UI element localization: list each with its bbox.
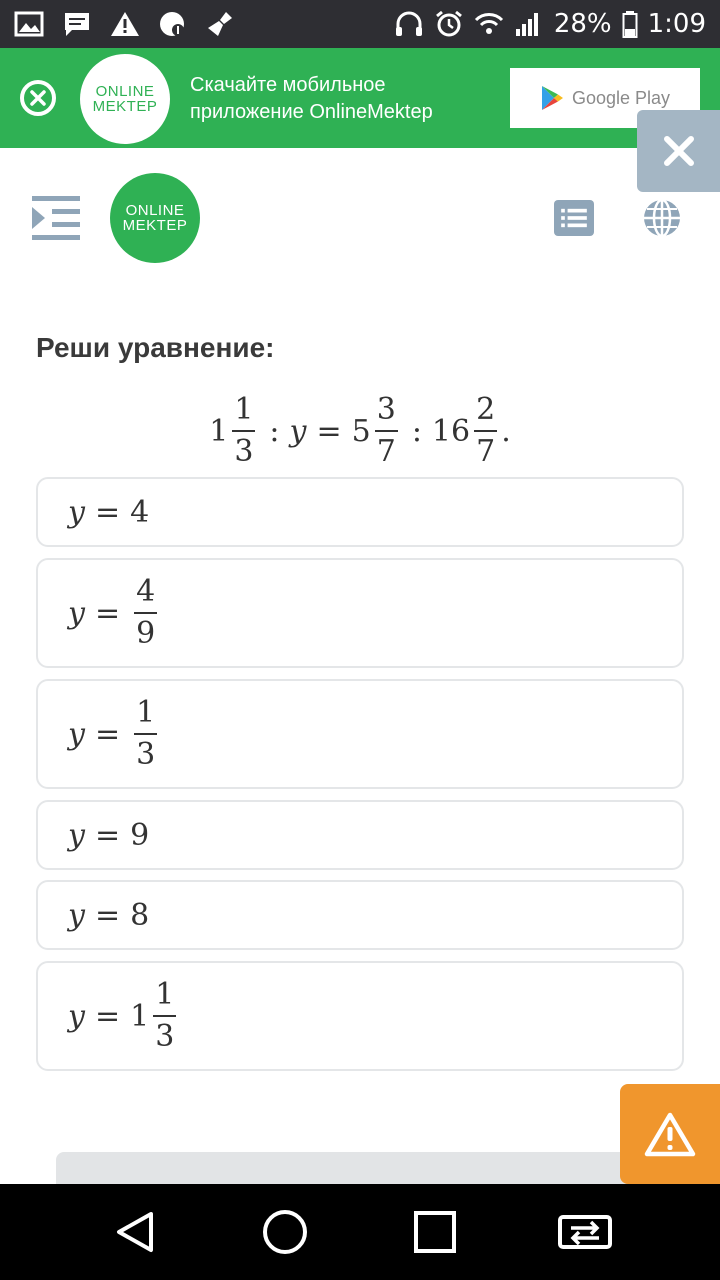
eq-c-whole: 16 xyxy=(431,413,471,449)
promo-text-line2: приложение OnlineMektep xyxy=(190,101,433,123)
back-triangle-icon xyxy=(113,1210,157,1254)
eq-period: . xyxy=(501,413,511,449)
option-denominator: 9 xyxy=(136,616,156,651)
promo-close-button[interactable] xyxy=(20,80,56,116)
warning-icon xyxy=(644,1111,696,1157)
eq-b-numerator: 3 xyxy=(375,395,398,432)
promo-text-line1: Скачайте мобильное xyxy=(190,74,386,96)
option-numerator: 4 xyxy=(134,577,157,614)
eq-variable: y xyxy=(289,413,307,449)
battery-icon xyxy=(622,11,638,37)
option-equals: = xyxy=(94,897,121,933)
menu-indent-icon xyxy=(30,194,82,242)
option-variable: y xyxy=(68,897,85,933)
logo-line2: MEKTEP xyxy=(122,217,188,234)
switch-arrows-icon xyxy=(557,1212,613,1252)
option-variable: y xyxy=(68,595,85,631)
option-numerator: 1 xyxy=(134,698,157,735)
eq-c-fraction xyxy=(474,392,497,469)
online-mektep-logo[interactable] xyxy=(110,173,200,263)
eq-a-numerator: 1 xyxy=(232,395,255,432)
answer-option-6[interactable] xyxy=(36,961,684,1071)
globe-icon xyxy=(642,198,682,238)
option-fraction xyxy=(134,695,157,772)
menu-button[interactable] xyxy=(30,194,82,242)
eq-b-denominator: 7 xyxy=(376,434,396,469)
option-value: 8 xyxy=(130,897,150,933)
answer-option-1[interactable] xyxy=(36,477,684,547)
question-equation xyxy=(0,386,720,476)
promo-text xyxy=(190,72,500,126)
option-value: 1 xyxy=(130,998,150,1034)
option-variable: y xyxy=(68,494,85,530)
clock-time: 1:09 xyxy=(647,9,706,39)
eq-a-fraction xyxy=(232,392,255,469)
message-icon xyxy=(62,11,92,37)
language-button[interactable] xyxy=(642,198,682,238)
answer-option-4[interactable] xyxy=(36,800,684,870)
option-variable: y xyxy=(68,817,85,853)
option-variable: y xyxy=(68,716,85,752)
list-icon xyxy=(560,207,588,229)
option-numerator: 1 xyxy=(153,980,176,1017)
answer-option-5[interactable] xyxy=(36,880,684,950)
switch-app-button[interactable] xyxy=(553,1200,617,1264)
option-equals: = xyxy=(94,716,121,752)
promo-logo-line2: MEKTEP xyxy=(92,98,158,115)
app-header xyxy=(0,160,720,280)
promo-logo xyxy=(80,54,170,144)
answer-option-2[interactable] xyxy=(36,558,684,668)
eq-b-whole: 5 xyxy=(351,413,371,449)
wifi-icon xyxy=(474,11,504,37)
headphones-icon xyxy=(394,11,424,37)
option-fraction xyxy=(134,574,157,651)
question-title: Реши уравнение: xyxy=(36,332,275,363)
google-play-icon xyxy=(540,85,564,111)
option-value: 4 xyxy=(130,494,150,530)
task-list-button[interactable] xyxy=(554,200,594,236)
answer-option-3[interactable] xyxy=(36,679,684,789)
option-equals: = xyxy=(94,494,121,530)
close-icon xyxy=(29,89,47,107)
logo-line1: ONLINE xyxy=(125,202,185,219)
option-value: 9 xyxy=(130,817,150,853)
signal-icon xyxy=(514,11,544,37)
google-play-label: Google Play xyxy=(571,87,671,108)
warning-icon xyxy=(110,11,140,37)
report-problem-button[interactable] xyxy=(620,1084,720,1184)
back-button[interactable] xyxy=(103,1200,167,1264)
recents-square-icon xyxy=(413,1210,457,1254)
eq-colon: : xyxy=(269,413,280,449)
option-equals: = xyxy=(94,817,121,853)
option-fraction xyxy=(153,977,176,1054)
eq-colon: : xyxy=(411,413,422,449)
eq-a-whole: 1 xyxy=(209,413,229,449)
gallery-icon xyxy=(14,11,44,37)
option-variable: y xyxy=(68,998,85,1034)
app-promo-banner xyxy=(0,48,720,148)
alarm-icon xyxy=(434,11,464,37)
eq-c-numerator: 2 xyxy=(474,395,497,432)
home-circle-icon xyxy=(262,1209,308,1255)
option-equals: = xyxy=(94,595,121,631)
option-denominator: 3 xyxy=(136,737,156,772)
option-equals: = xyxy=(94,998,121,1034)
option-denominator: 3 xyxy=(155,1019,175,1054)
recents-button[interactable] xyxy=(403,1200,467,1264)
status-bar xyxy=(0,0,720,48)
eq-b-fraction xyxy=(375,392,398,469)
cleaner-broom-icon xyxy=(206,11,236,37)
eq-c-denominator: 7 xyxy=(476,434,496,469)
eq-a-denominator: 3 xyxy=(234,434,254,469)
data-saver-icon xyxy=(158,11,188,37)
eq-equals: = xyxy=(316,413,342,449)
battery-percent: 28% xyxy=(553,9,612,39)
home-button[interactable] xyxy=(253,1200,317,1264)
promo-logo-line1: ONLINE xyxy=(95,83,155,100)
system-nav-bar xyxy=(0,1184,720,1280)
